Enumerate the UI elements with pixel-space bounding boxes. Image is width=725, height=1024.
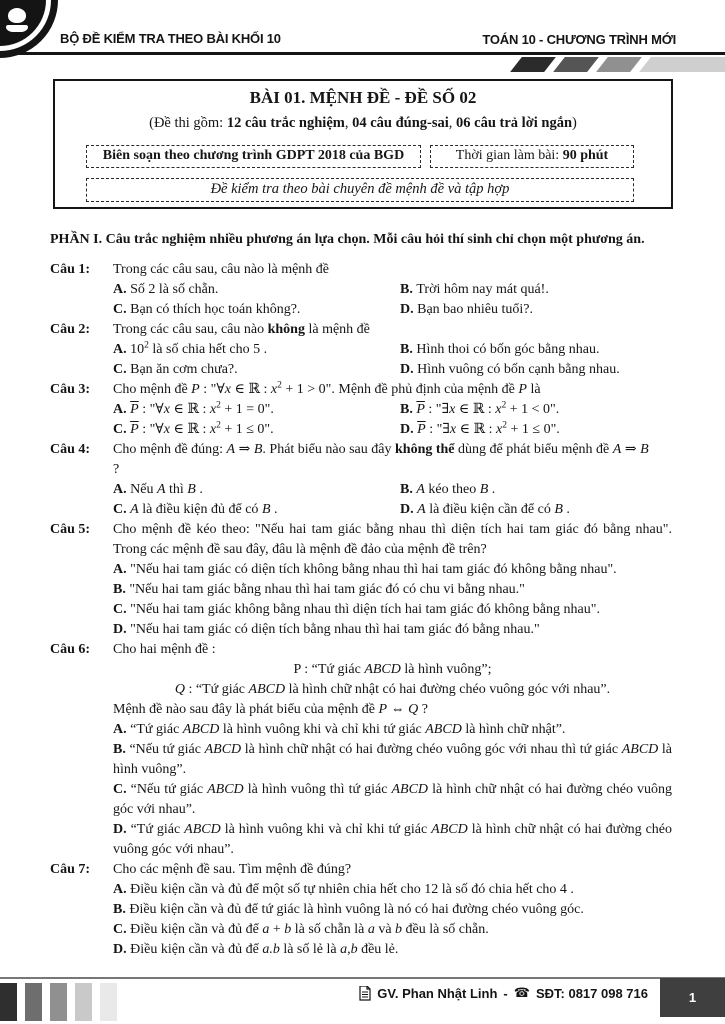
options-group	[113, 480, 672, 520]
footer-bar	[100, 983, 117, 1021]
header-stripe	[639, 57, 725, 72]
option-key: B.	[400, 482, 417, 497]
footer-phone: SĐT: 0817 098 716	[535, 985, 648, 1001]
answer-option: C. “Nếu tứ giác ABCD là hình vuông thì tứ giác ABCD là hình chữ nhật có hai đường chéo vuông góc với nhau”.	[113, 782, 672, 817]
footer-bar	[75, 983, 92, 1021]
option-key: B.	[113, 742, 130, 757]
question-label: Câu 3:	[50, 382, 91, 397]
header-stripe	[553, 57, 599, 72]
answer-option: D. Bạn bao nhiêu tuổi?.	[400, 302, 533, 317]
question-row	[50, 320, 672, 380]
exam-note-box: Đề kiểm tra theo bài chuyên đề mệnh đề và tập hợp	[86, 178, 634, 202]
question-row	[50, 520, 672, 640]
answer-option: B. Trời hôm nay mát quá!.	[400, 282, 549, 297]
header-series-title: BỘ ĐỀ KIỂM TRA THEO BÀI KHỐI 10	[60, 31, 281, 46]
header-stripe	[596, 57, 642, 72]
question-label: Câu 6:	[50, 642, 91, 657]
footer-credit	[359, 985, 648, 1001]
option-key: C.	[113, 922, 131, 937]
answer-option: A. "Nếu hai tam giác có diện tích không bằng nhau thì hai tam giác đó không bằng nhau".	[113, 562, 617, 577]
question-stem-line: Trong các câu sau, câu nào không là mệnh đề	[113, 322, 370, 337]
exam-curriculum-box: Biên soạn theo chương trình GDPT 2018 của BGD	[86, 145, 421, 168]
option-key: A.	[113, 482, 131, 497]
options-group	[113, 280, 672, 320]
question-label: Câu 4:	[50, 442, 91, 457]
exam-title: BÀI 01. MỆNH ĐỀ - ĐỀ SỐ 02	[249, 88, 477, 107]
footer-bar	[50, 983, 67, 1021]
option-key: D.	[113, 822, 131, 837]
option-key: C.	[113, 362, 131, 377]
question-stem-line: ?	[113, 462, 120, 477]
question-stem-line: Cho mệnh đề đúng: A ⇒ B. Phát biểu nào sau đây không thể dùng để phát biểu mệnh đề A ⇒ B	[113, 442, 649, 457]
answer-option: C. Bạn ăn cơm chưa?.	[113, 362, 238, 377]
question-label: Câu 2:	[50, 322, 91, 337]
question-stem-line: Cho mệnh đề P : "∀x ∈ ℝ : $x^2 + 1 > 0$". Mệnh đề phủ định của mệnh đề P là	[113, 380, 541, 397]
option-key: B.	[113, 902, 130, 917]
option-key: A.	[113, 722, 131, 737]
option-key: C.	[113, 782, 131, 797]
option-key: A.	[113, 402, 131, 417]
option-key: D.	[400, 362, 418, 377]
footer-bars	[0, 983, 117, 1021]
option-key: B.	[113, 582, 130, 597]
question-body	[113, 380, 672, 440]
answer-option: B. A kéo theo B .	[400, 482, 496, 497]
option-key: C.	[113, 602, 131, 617]
question-label: Câu 5:	[50, 522, 91, 537]
question-stem-line: Q : “Tứ giác ABCD là hình chữ nhật có hai đường chéo vuông góc với nhau”.	[174, 682, 611, 697]
question-stem-line: Cho hai mệnh đề :	[113, 642, 216, 657]
option-key: A.	[113, 342, 131, 357]
header-stripes	[516, 57, 725, 72]
answer-option: C. Bạn có thích học toán không?.	[113, 302, 301, 317]
answer-option: B. $\overline{P}$ : "∃x ∈ ℝ : $x^2 + 1 < 0$".	[400, 400, 560, 417]
question-body	[113, 860, 672, 960]
option-key: A.	[113, 562, 131, 577]
options-group	[113, 720, 672, 860]
question-row	[50, 640, 672, 860]
answer-option: A. Nếu A thì B .	[113, 482, 203, 497]
answer-option: A. $10^2$ là số chia hết cho 5 .	[113, 340, 268, 357]
header-rule	[0, 52, 725, 55]
exam-info-row	[86, 145, 634, 168]
options-group	[113, 880, 672, 960]
option-key: A.	[113, 882, 131, 897]
option-key: C.	[113, 302, 131, 317]
answer-option: D. $\overline{P}$ : "∃x ∈ ℝ : $x^2 + 1 \le 0$".	[400, 420, 560, 437]
question-body	[113, 440, 672, 520]
exam-title-box	[53, 79, 673, 209]
option-key: D.	[400, 502, 418, 517]
question-stem-line: P : “Tứ giác ABCD là hình vuông”;	[293, 662, 492, 677]
answer-option: B. Điều kiện cần và đủ để tứ giác là hình vuông là nó có hai đường chéo vuông góc.	[113, 902, 584, 917]
answer-option: C. "Nếu hai tam giác không bằng nhau thì diện tích hai tam giác đó không bằng nhau".	[113, 602, 600, 617]
footer-rule	[0, 977, 725, 979]
option-key: B.	[400, 402, 417, 417]
question-stem-line: Trong các câu sau, câu nào là mệnh đề	[113, 262, 330, 277]
part-heading: PHẦN I. Câu trắc nghiệm nhiều phương án lựa chọn. Mỗi câu hỏi thí sinh chỉ chọn một phương án.	[50, 232, 645, 247]
options-group	[113, 340, 672, 380]
option-key: B.	[400, 282, 417, 297]
answer-option: B. “Nếu tứ giác ABCD là hình chữ nhật có hai đường chéo vuông góc với nhau thì tứ giác ABCD là hình vuông”.	[113, 742, 672, 777]
answer-option: D. “Tứ giác ABCD là hình vuông khi và chỉ khi tứ giác ABCD là hình chữ nhật có hai đường chéo vuông góc với nhau”.	[113, 822, 673, 857]
question-row	[50, 860, 672, 960]
question-body	[113, 520, 672, 640]
question-stem-line: Mệnh đề nào sau đây là phát biểu của mệnh đề P ⇔ Q ?	[113, 702, 428, 717]
option-key: C.	[113, 422, 131, 437]
document-icon	[359, 986, 371, 1001]
answer-option: B. "Nếu hai tam giác bằng nhau thì hai tam giác đó có chu vi bằng nhau."	[113, 582, 525, 597]
answer-option: A. Số 2 là số chẵn.	[113, 282, 219, 297]
question-label: Câu 1:	[50, 262, 91, 277]
question-row	[50, 260, 672, 320]
footer-author: GV. Phan Nhật Linh	[377, 985, 498, 1001]
exam-content	[50, 230, 672, 960]
options-group	[113, 400, 672, 440]
question-body	[113, 260, 672, 320]
question-label: Câu 7:	[50, 862, 91, 877]
answer-option: D. Hình vuông có bốn cạnh bằng nhau.	[400, 362, 620, 377]
question-stem-line: Cho mệnh đề kéo theo: "Nếu hai tam giác bằng nhau thì diện tích hai tam giác đó bằng nhau". Trong các mệnh đề sau đây, đâu là mệnh đề đảo của mệnh đề trên?	[113, 522, 672, 557]
footer-bar	[0, 983, 17, 1021]
exam-duration-box: Thời gian làm bài: 90 phút	[430, 145, 634, 168]
options-group	[113, 560, 672, 640]
question-row	[50, 440, 672, 520]
option-key: D.	[113, 942, 131, 957]
answer-option: B. Hình thoi có bốn góc bằng nhau.	[400, 342, 600, 357]
answer-option: D. A là điều kiện cần để có B .	[400, 502, 570, 517]
answer-option: A. “Tứ giác ABCD là hình vuông khi và chỉ khi tứ giác ABCD là hình chữ nhật”.	[113, 722, 566, 737]
option-key: B.	[400, 342, 417, 357]
answer-option: A. $\overline{P}$ : "∀x ∈ ℝ : $x^2 + 1 = 0$".	[113, 400, 274, 417]
option-key: C.	[113, 502, 131, 517]
question-body	[113, 640, 672, 860]
option-key: D.	[113, 622, 131, 637]
answer-option: D. Điều kiện cần và đủ để a.b là số lẻ là a,b đều lẻ.	[113, 942, 399, 957]
answer-option: A. Điều kiện cần và đủ để một số tự nhiên chia hết cho 12 là số đó chia hết cho 4 .	[113, 882, 574, 897]
footer-separator: -	[503, 985, 508, 1001]
questions-list	[50, 260, 672, 960]
answer-option: C. Điều kiện cần và đủ để a + b là số chẵn là a và b đều là số chẵn.	[113, 922, 489, 937]
option-key: D.	[400, 422, 418, 437]
footer-bar	[25, 983, 42, 1021]
exam-subtitle: (Đề thi gồm: 12 câu trắc nghiệm, 04 câu đúng-sai, 06 câu trả lời ngắn)	[149, 115, 577, 131]
option-key: A.	[113, 282, 131, 297]
answer-option: D. "Nếu hai tam giác có diện tích bằng nhau thì hai tam giác đó bằng nhau."	[113, 622, 540, 637]
answer-option: C. A là điều kiện đủ để có B .	[113, 502, 278, 517]
question-body	[113, 320, 672, 380]
page-number-badge: 1	[660, 978, 725, 1017]
header-subject-title: TOÁN 10 - CHƯƠNG TRÌNH MỚI	[482, 32, 676, 47]
option-key: D.	[400, 302, 418, 317]
answer-option: C. $\overline{P}$ : "∀x ∈ ℝ : $x^2 + 1 \le 0$".	[113, 420, 274, 437]
question-stem-line: Cho các mệnh đề sau. Tìm mệnh đề đúng?	[113, 862, 352, 877]
question-row	[50, 380, 672, 440]
header-stripe	[510, 57, 556, 72]
phone-icon: ☎	[513, 985, 530, 1000]
